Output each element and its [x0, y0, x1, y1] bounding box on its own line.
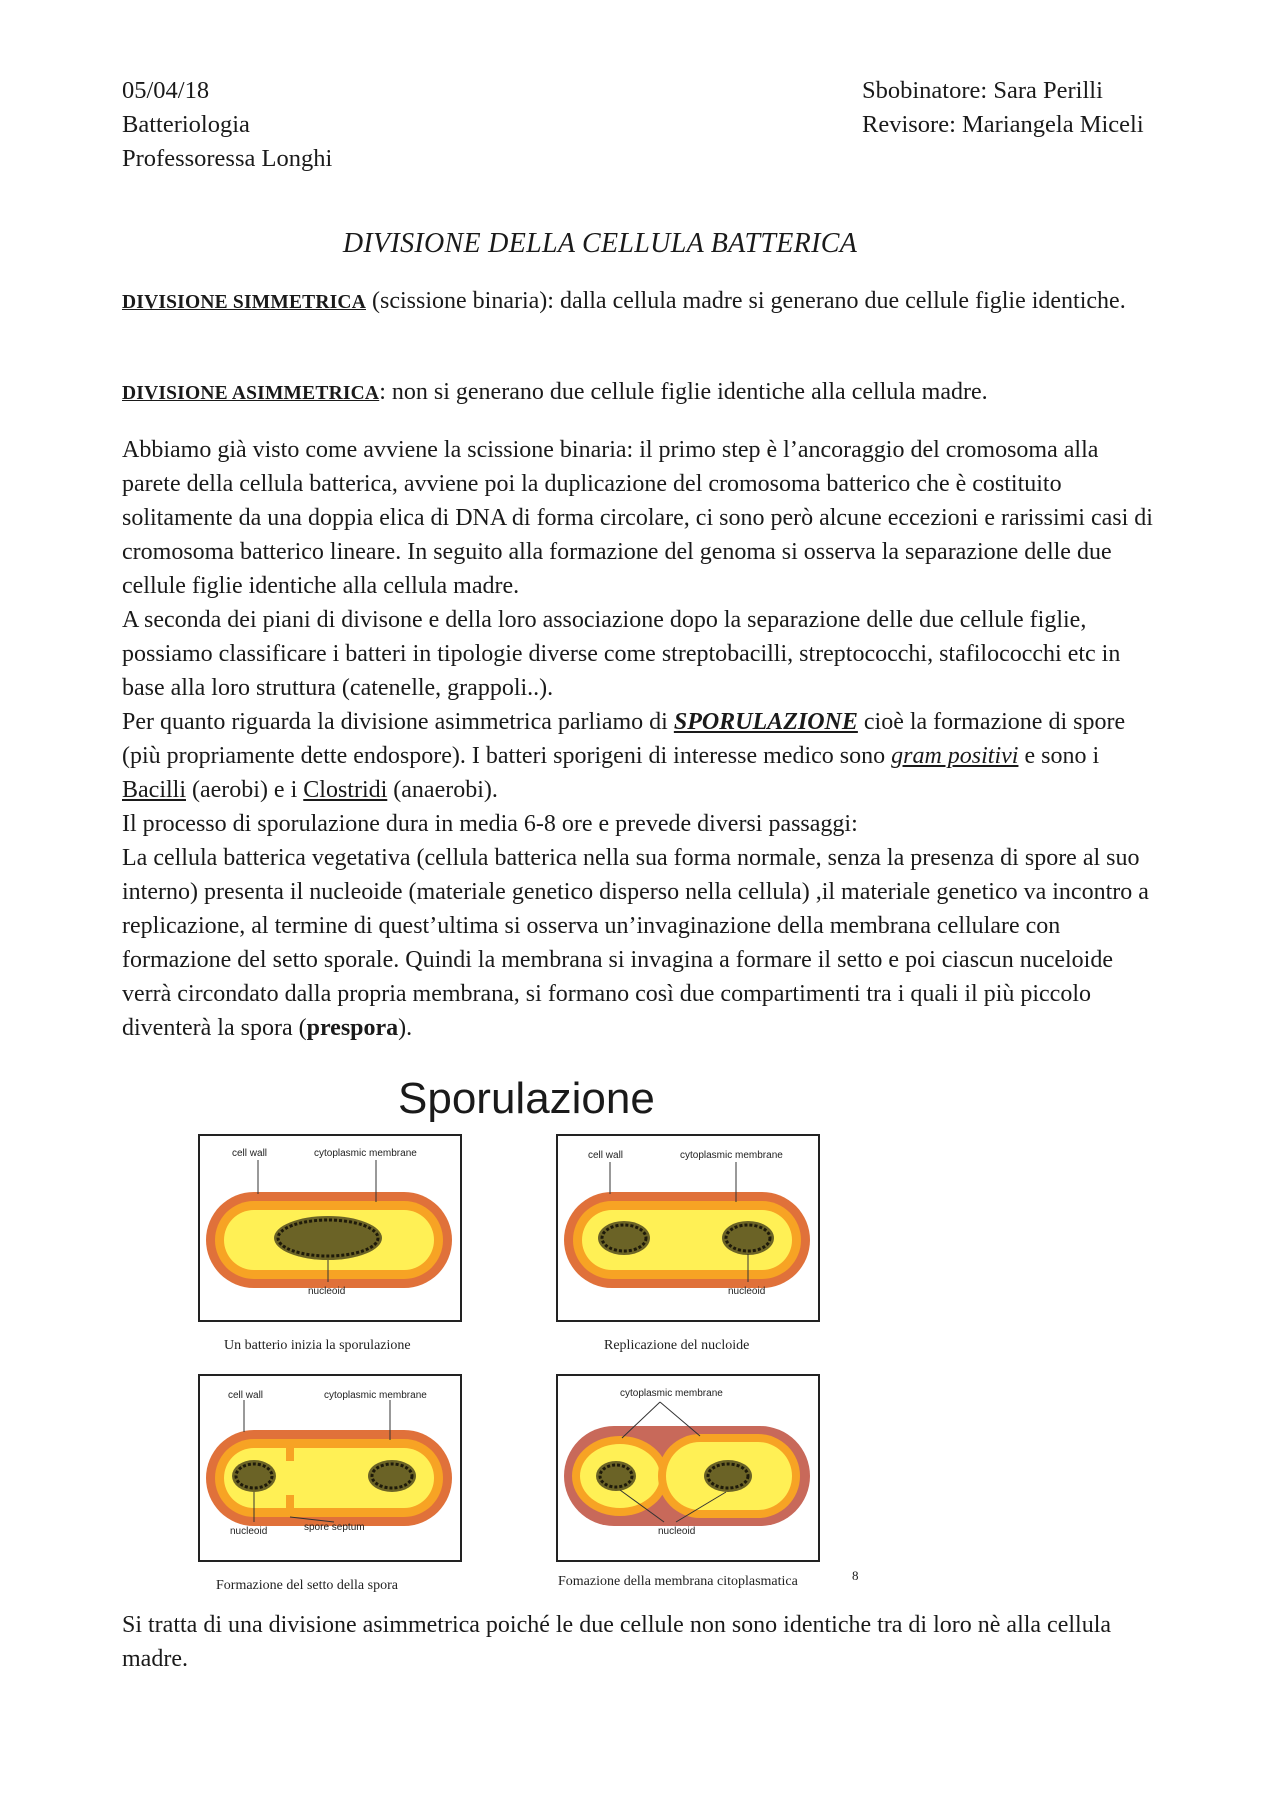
symmetric-text: (scissione binaria): dalla cellula madre si generano due cellule figlie identiche.	[366, 288, 1126, 314]
label-nucleoid: nucleoid	[728, 1286, 766, 1297]
figure-page-number: 8	[852, 1568, 859, 1583]
caption-panel-1: Un batterio inizia la sporulazione	[224, 1338, 411, 1353]
label-nucleoid: nucleoid	[308, 1286, 346, 1297]
closing-paragraph: Si tratta di una divisione asimmetrica poiché le due cellule non sono identiche tra di loro nè alla cellula madre.	[122, 1612, 1112, 1672]
course-name: Batteriologia	[122, 111, 250, 138]
paragraph-process: La cellula batterica vegetativa (cellula batterica nella sua forma normale, senza la presenza di spore al suo interno) presenta il nucleoide (materiale genetico disperso nella cellula) ,il materiale genetico va incontro a replicazione, al termine di quest’ultima si osserva un’invaginazione della membrana cellulare con formazione del setto sporale. Quindi la membrana si invagina a formare il setto e poi ciascun nuceloide verrà circondato dalla propria membrana, si formano così due compartimenti tra i quali il più piccolo diventerà la spora (prespora).	[122, 845, 1149, 1041]
professor-name: Professoressa Longhi	[122, 145, 333, 172]
label-spore-septum: spore septum	[304, 1522, 365, 1533]
asymmetric-text: : non si generano due cellule figlie identiche alla cellula madre.	[379, 379, 988, 405]
label-cytoplasmic-membrane: cytoplasmic membrane	[324, 1390, 427, 1401]
label-cytoplasmic-membrane: cytoplasmic membrane	[620, 1388, 723, 1399]
reviewer-name: Revisore: Mariangela Miceli	[862, 111, 1144, 138]
bacilli-term: Bacilli	[122, 777, 186, 803]
definition-symmetric	[122, 284, 1162, 320]
caption-panel-3: Formazione del setto della spora	[216, 1578, 398, 1593]
header-left	[122, 74, 332, 176]
body-text	[122, 433, 1162, 1045]
nucleoid-shape	[274, 1216, 382, 1260]
gram-positivi-term: gram positivi	[891, 743, 1019, 769]
spore-septum-bottom	[286, 1495, 294, 1517]
label-cytoplasmic-membrane: cytoplasmic membrane	[680, 1150, 783, 1161]
figure-title: Sporulazione	[398, 1074, 655, 1123]
label-cell-wall: cell wall	[232, 1148, 268, 1159]
symmetric-term: DIVISIONE SIMMETRICA	[122, 292, 366, 313]
caption-panel-2: Replicazione del nucloide	[604, 1338, 750, 1353]
label-cell-wall: cell wall	[228, 1390, 264, 1401]
bacterium-diagram-2	[558, 1136, 818, 1320]
paragraph-classification: A seconda dei piani di divisone e della loro associazione dopo la separazione delle due cellule figlie, possiamo classificare i batteri in tipologie diverse come streptobacilli, streptococchi, stafilococchi etc in base alla loro struttura (catenelle, grappoli..).	[122, 607, 1121, 701]
lecture-date: 05/04/18	[122, 77, 210, 104]
spore-septum-top	[286, 1439, 294, 1461]
label-cell-wall: cell wall	[588, 1150, 624, 1161]
figure-panel-3	[198, 1374, 462, 1562]
figure-panel-4	[556, 1374, 820, 1562]
paragraph-duration: Il processo di sporulazione dura in media 6-8 ore e prevede diversi passaggi:	[122, 811, 858, 837]
label-nucleoid: nucleoid	[658, 1526, 696, 1537]
caption-panel-4: Fomazione della membrana citoplasmatica	[558, 1574, 798, 1589]
clostridi-term: Clostridi	[303, 777, 388, 803]
paragraph-binary-fission: Abbiamo già visto come avviene la scissione binaria: il primo step è l’ancoraggio del cromosoma alla parete della cellula batterica, avviene poi la duplicazione del cromosoma batterico che è costituito solitamente da una doppia elica di DNA di forma circolare, ci sono però alcune eccezioni e rarissimi casi di cromosoma batterico lineare. In seguito alla formazione del genoma si osserva la separazione delle due cellule figlie identiche alla cellula madre.	[122, 437, 1153, 599]
sporulazione-term: SPORULAZIONE	[673, 709, 858, 735]
figure-panel-1	[198, 1134, 462, 1322]
label-cytoplasmic-membrane: cytoplasmic membrane	[314, 1148, 417, 1159]
label-nucleoid: nucleoid	[230, 1526, 268, 1537]
asymmetric-term: DIVISIONE ASIMMETRICA	[122, 383, 380, 404]
prespora-term: prespora	[306, 1015, 399, 1041]
figure-panel-2	[556, 1134, 820, 1322]
header-right	[862, 74, 1144, 142]
page-title: DIVISIONE DELLA CELLULA BATTERICA	[342, 228, 858, 259]
definition-asymmetric	[122, 375, 1162, 411]
transcriber-name: Sbobinatore: Sara Perilli	[862, 77, 1103, 104]
paragraph-sporulation-intro: Per quanto riguarda la divisione asimmetrica parliamo di SPORULAZIONE cioè la formazione di spore (più propriamente dette endospore). I batteri sporigeni di interesse medico sono gram positivi e sono i Bacilli (aerobi) e i Clostridi (anaerobi).	[122, 709, 1126, 803]
